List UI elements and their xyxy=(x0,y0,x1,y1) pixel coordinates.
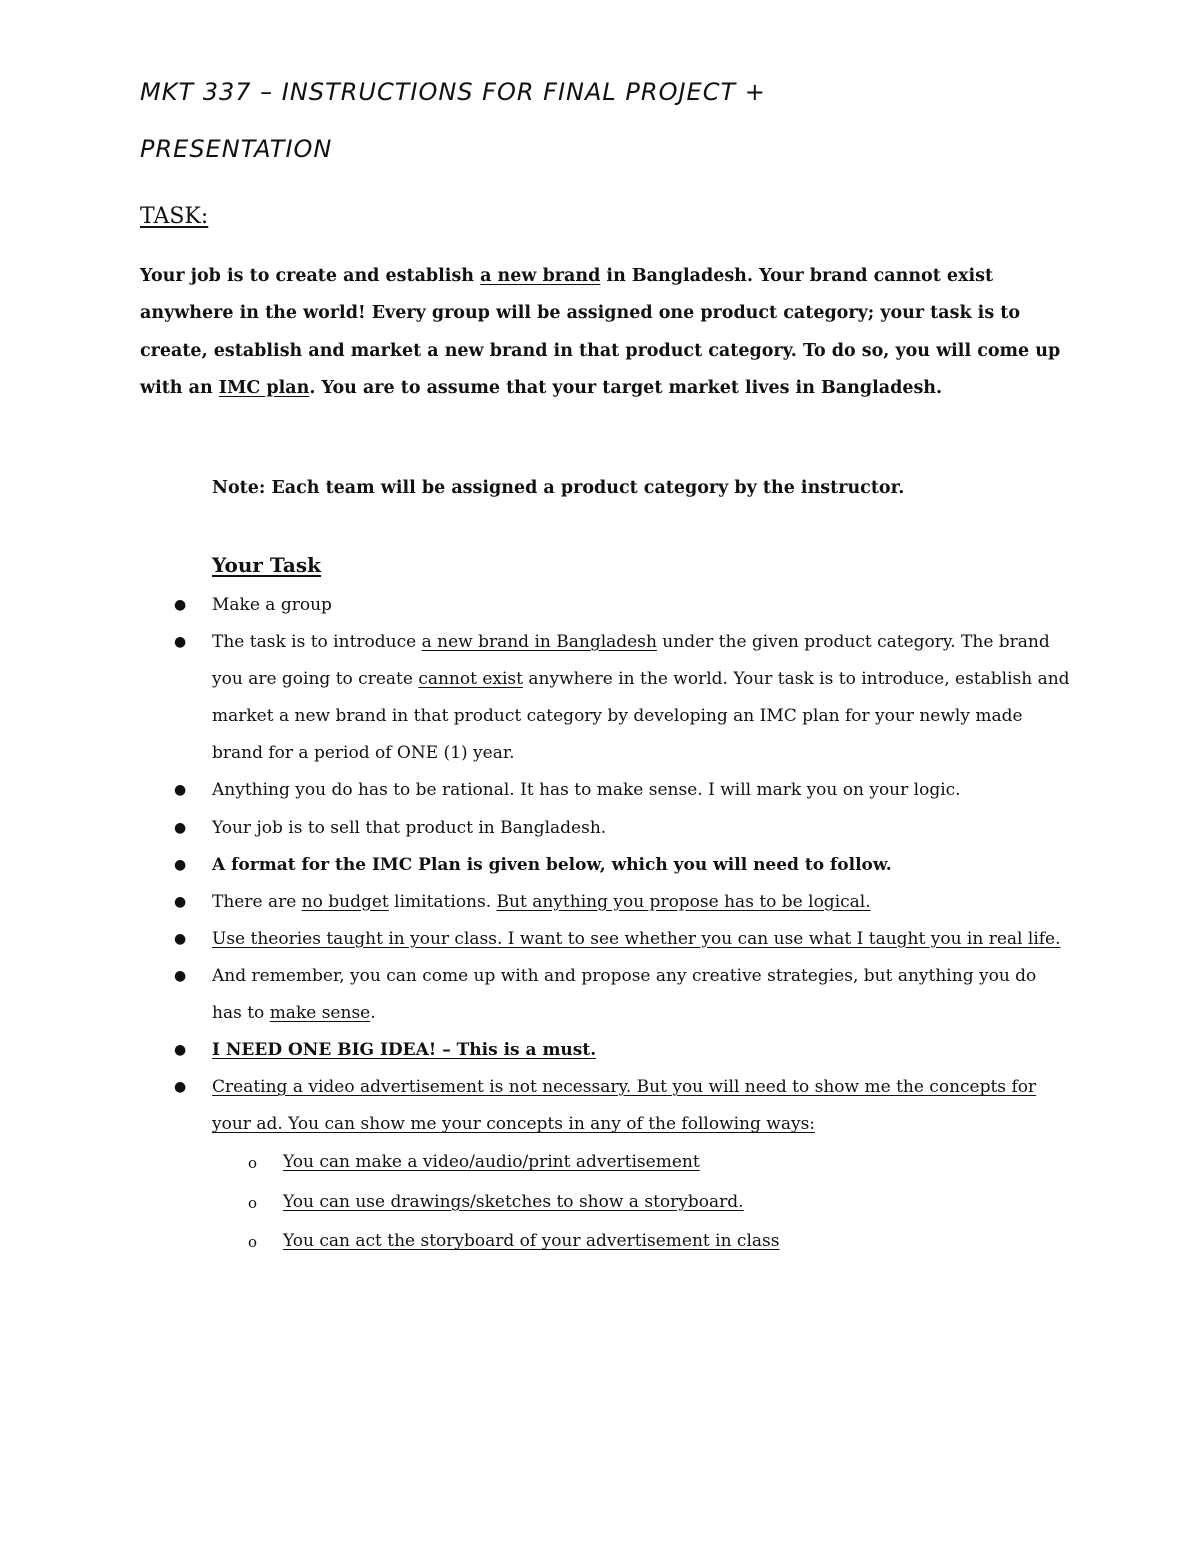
sub-bullet-item xyxy=(0,1222,1070,1262)
sub-bullet-text: You can make a video/audio/print advertisement xyxy=(283,1152,700,1173)
note-text: Note: Each team will be assigned a product category by the instructor. xyxy=(212,478,905,498)
bullet-text: under the given product category. The brand you are going to create xyxy=(212,632,1050,690)
intro-paragraph xyxy=(140,258,1070,407)
intro-text-2: in Bangladesh. Your brand cannot exist anywhere in the world! Every group will be assigned one product category; your task is to create, establish and market a new brand in that product category. To do so, you will come up with an xyxy=(140,266,1061,398)
intro-text-1: Your job is to create and establish xyxy=(140,266,481,286)
bullet-icon: ● xyxy=(174,1079,187,1096)
intro-text-3: . You are to assume that your target market lives in Bangladesh. xyxy=(309,377,943,398)
concept-sub-list xyxy=(0,1143,1070,1262)
bullet-text-underlined: Use theories taught in your class. I want to see whether you can use what I taught you in real life. xyxy=(212,928,1061,949)
bullet-text-underlined: cannot exist xyxy=(418,669,523,690)
bullet-text: A format for the IMC Plan is given below, which you will need to follow. xyxy=(212,854,892,875)
bullet-item xyxy=(0,884,1200,921)
intro-new-brand: a new brand xyxy=(480,266,601,286)
sub-bullet-text: You can act the storyboard of your advertisement in class xyxy=(283,1231,780,1252)
bullet-icon: ● xyxy=(174,1042,187,1059)
sub-bullet-icon: o xyxy=(248,1154,258,1173)
your-task-heading: Your Task xyxy=(212,553,321,577)
bullet-text-underlined: Creating a video advertisement is not necessary. But you will need to show me the concepts for your ad. You can show me your concepts in any of the following ways: xyxy=(212,1077,1037,1135)
sub-bullet-text: You can use drawings/sketches to show a storyboard. xyxy=(283,1191,744,1212)
bullet-text-underlined: But anything you propose has to be logical. xyxy=(496,891,871,912)
bullet-item xyxy=(0,587,1200,624)
bullet-item xyxy=(0,847,1200,884)
bullet-item xyxy=(0,810,1200,847)
bullet-text-underlined: make sense xyxy=(269,1003,371,1024)
bullet-text-underlined: no budget xyxy=(301,891,389,912)
bullet-text: Your job is to sell that product in Bangladesh. xyxy=(212,817,607,838)
bullet-icon: ● xyxy=(174,856,187,873)
bullet-icon: ● xyxy=(174,819,187,836)
bullet-text-underlined: a new brand in Bangladesh xyxy=(421,632,657,653)
bullet-text: . xyxy=(370,1003,376,1024)
bullet-item xyxy=(0,772,1200,809)
bullet-icon: ● xyxy=(174,967,187,984)
sub-bullet-icon: o xyxy=(248,1233,258,1252)
bullet-icon: ● xyxy=(174,634,187,651)
document-title-line-2: PRESENTATION xyxy=(140,135,333,163)
bullet-item xyxy=(0,1032,1200,1069)
bullet-text: And remember, you can come up with and propose any creative strategies, but anything you do has to xyxy=(212,965,1037,1024)
intro-imc-plan: IMC plan xyxy=(218,377,310,398)
bullet-text: Make a group xyxy=(212,595,332,615)
bullet-icon: ● xyxy=(174,782,187,799)
task-heading: TASK: xyxy=(140,204,209,229)
sub-bullet-icon: o xyxy=(248,1193,258,1212)
sub-bullet-item xyxy=(0,1143,1070,1183)
bullet-text: Anything you do has to be rational. It has to make sense. I will mark you on your logic. xyxy=(212,780,961,801)
sub-bullet-item xyxy=(0,1183,1070,1223)
bullet-text: There are xyxy=(212,891,302,912)
bullet-icon: ● xyxy=(174,597,187,613)
bullet-item xyxy=(0,624,1200,772)
bullet-item xyxy=(0,958,1200,1032)
document-title-line-1: MKT 337 – INSTRUCTIONS FOR FINAL PROJECT + xyxy=(140,78,766,106)
bullet-icon: ● xyxy=(174,893,187,910)
bullet-icon: ● xyxy=(174,930,187,947)
bullet-text: anywhere in the world. Your task is to introduce, establish and market a new brand in that product category by developing an IMC plan for your newly made brand for a period of ONE (1) year. xyxy=(212,669,1070,764)
bullet-item xyxy=(0,921,1200,958)
task-bullet-list xyxy=(0,587,1200,1262)
bullet-item xyxy=(0,1069,1200,1262)
bullet-text: The task is to introduce xyxy=(212,632,422,653)
bullet-text: limitations. xyxy=(388,891,497,912)
bullet-text-underlined: I NEED ONE BIG IDEA! – This is a must. xyxy=(212,1040,597,1061)
